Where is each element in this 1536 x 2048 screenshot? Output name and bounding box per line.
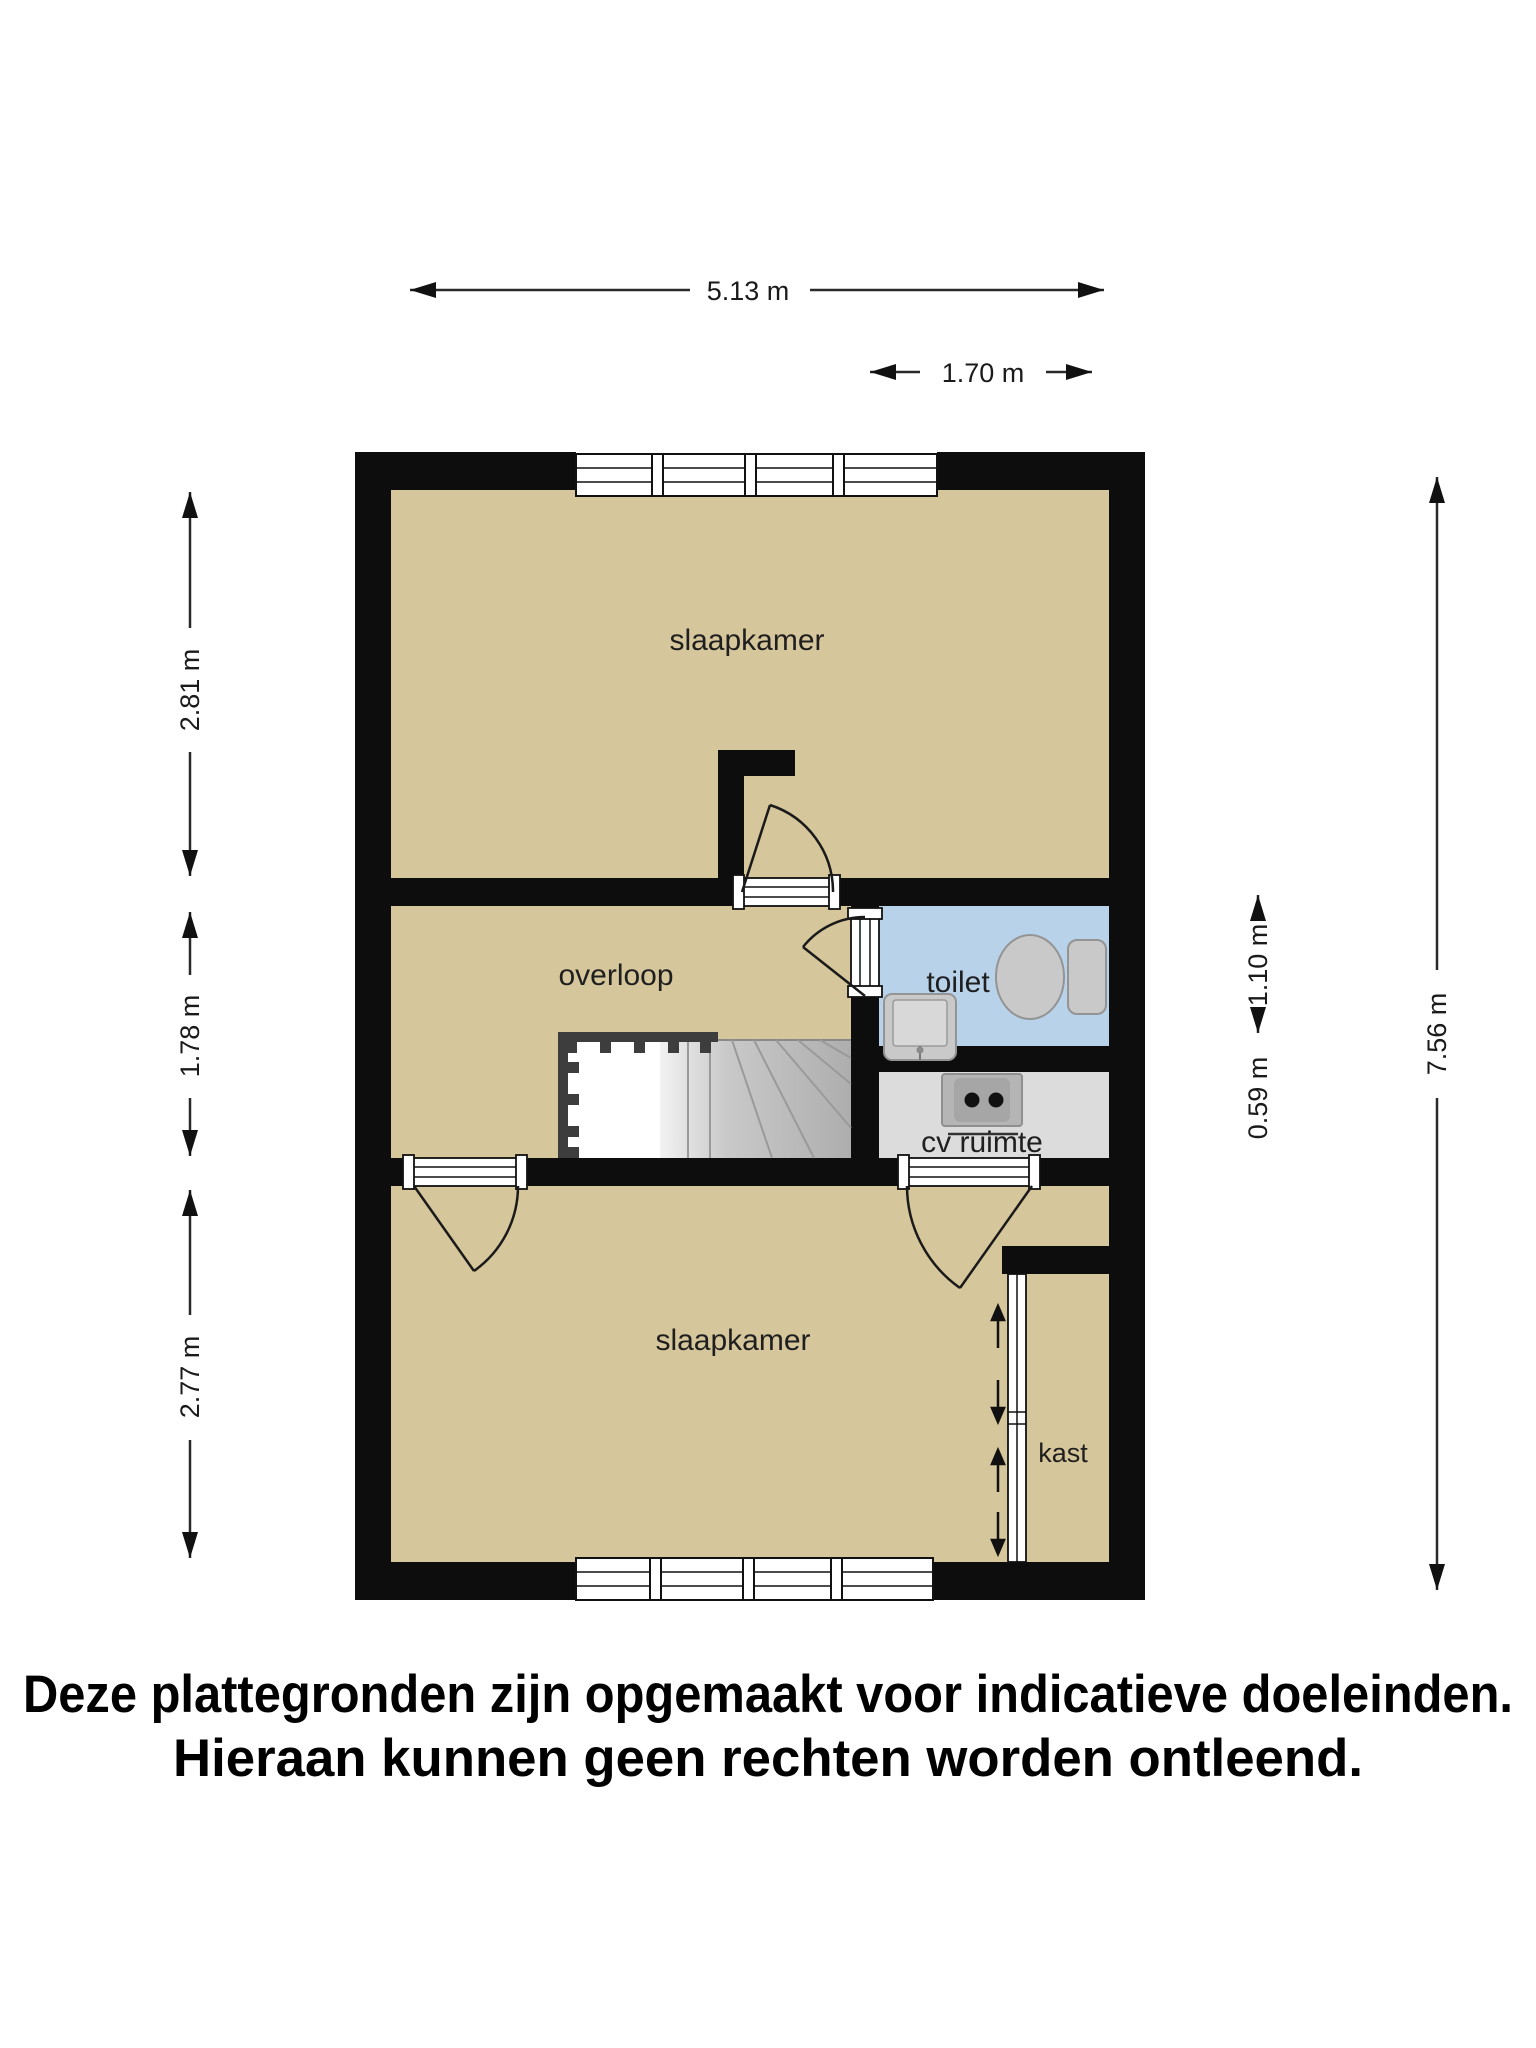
threshold-slaapkamer-top <box>733 875 840 909</box>
kast-sliding-door <box>992 1274 1026 1562</box>
disclaimer <box>23 1665 1513 1788</box>
wall-stub-horizontal <box>718 750 795 776</box>
wall-bottom-right <box>933 1562 1145 1600</box>
svg-text:1.10 m: 1.10 m <box>1243 923 1273 1007</box>
wall-bottom-left <box>355 1562 576 1600</box>
label-slaapkamer-bottom: slaapkamer <box>655 1324 811 1357</box>
label-cv-ruimte: cv ruimte <box>921 1126 1043 1159</box>
disclaimer-line-1: Deze plattegronden zijn opgemaakt voor indicatieve doeleinden. <box>23 1665 1513 1724</box>
svg-text:1.78 m: 1.78 m <box>175 994 205 1078</box>
room-slaapkamer-bottom-floor <box>391 1186 1109 1562</box>
svg-text:1.70 m: 1.70 m <box>941 358 1025 388</box>
svg-text:2.81 m: 2.81 m <box>175 648 205 732</box>
dimension-height-total <box>1422 477 1452 1590</box>
threshold-toilet <box>848 908 882 997</box>
dimension-width-total <box>410 276 1104 306</box>
svg-text:7.56 m: 7.56 m <box>1422 992 1452 1076</box>
wall-interior-2-c <box>1035 1158 1109 1186</box>
stairs <box>558 1032 851 1158</box>
dimension-height-overloop <box>175 912 205 1156</box>
disclaimer-line-2: Hieraan kunnen geen rechten worden ontleend. <box>173 1729 1363 1788</box>
wall-kast-stub <box>1002 1246 1109 1274</box>
dimension-height-room-top <box>175 492 205 876</box>
wall-left <box>355 452 391 1600</box>
dimension-height-toilet <box>1243 895 1273 1033</box>
wall-interior-1-left <box>391 878 740 906</box>
sink-icon <box>884 994 956 1060</box>
wall-interior-2-b <box>520 1158 905 1186</box>
boiler-icon <box>942 1074 1022 1134</box>
wall-interior-1-right <box>833 878 1109 906</box>
threshold-slaapkamer-bottom <box>403 1155 527 1189</box>
wall-top-left <box>355 452 576 490</box>
svg-text:0.59 m: 0.59 m <box>1243 1056 1273 1140</box>
wall-top-right <box>937 452 1145 490</box>
label-toilet: toilet <box>926 966 990 999</box>
dimension-height-cv <box>1243 1057 1273 1140</box>
wall-divider-bottom <box>851 990 879 1158</box>
label-slaapkamer-top: slaapkamer <box>669 624 825 657</box>
svg-text:5.13 m: 5.13 m <box>706 276 790 306</box>
window-bottom <box>576 1558 933 1600</box>
toilet-icon <box>996 935 1106 1019</box>
svg-text:2.77 m: 2.77 m <box>175 1335 205 1419</box>
wall-right <box>1109 452 1145 1600</box>
dimension-width-right-section <box>870 358 1092 388</box>
label-kast: kast <box>1038 1438 1088 1468</box>
threshold-cv <box>898 1155 1040 1189</box>
label-overloop: overloop <box>558 959 674 992</box>
stairs-void <box>568 1042 660 1158</box>
room-slaapkamer-top-floor <box>391 490 1109 878</box>
window-top <box>576 454 937 496</box>
dimension-height-room-bottom <box>175 1190 205 1558</box>
